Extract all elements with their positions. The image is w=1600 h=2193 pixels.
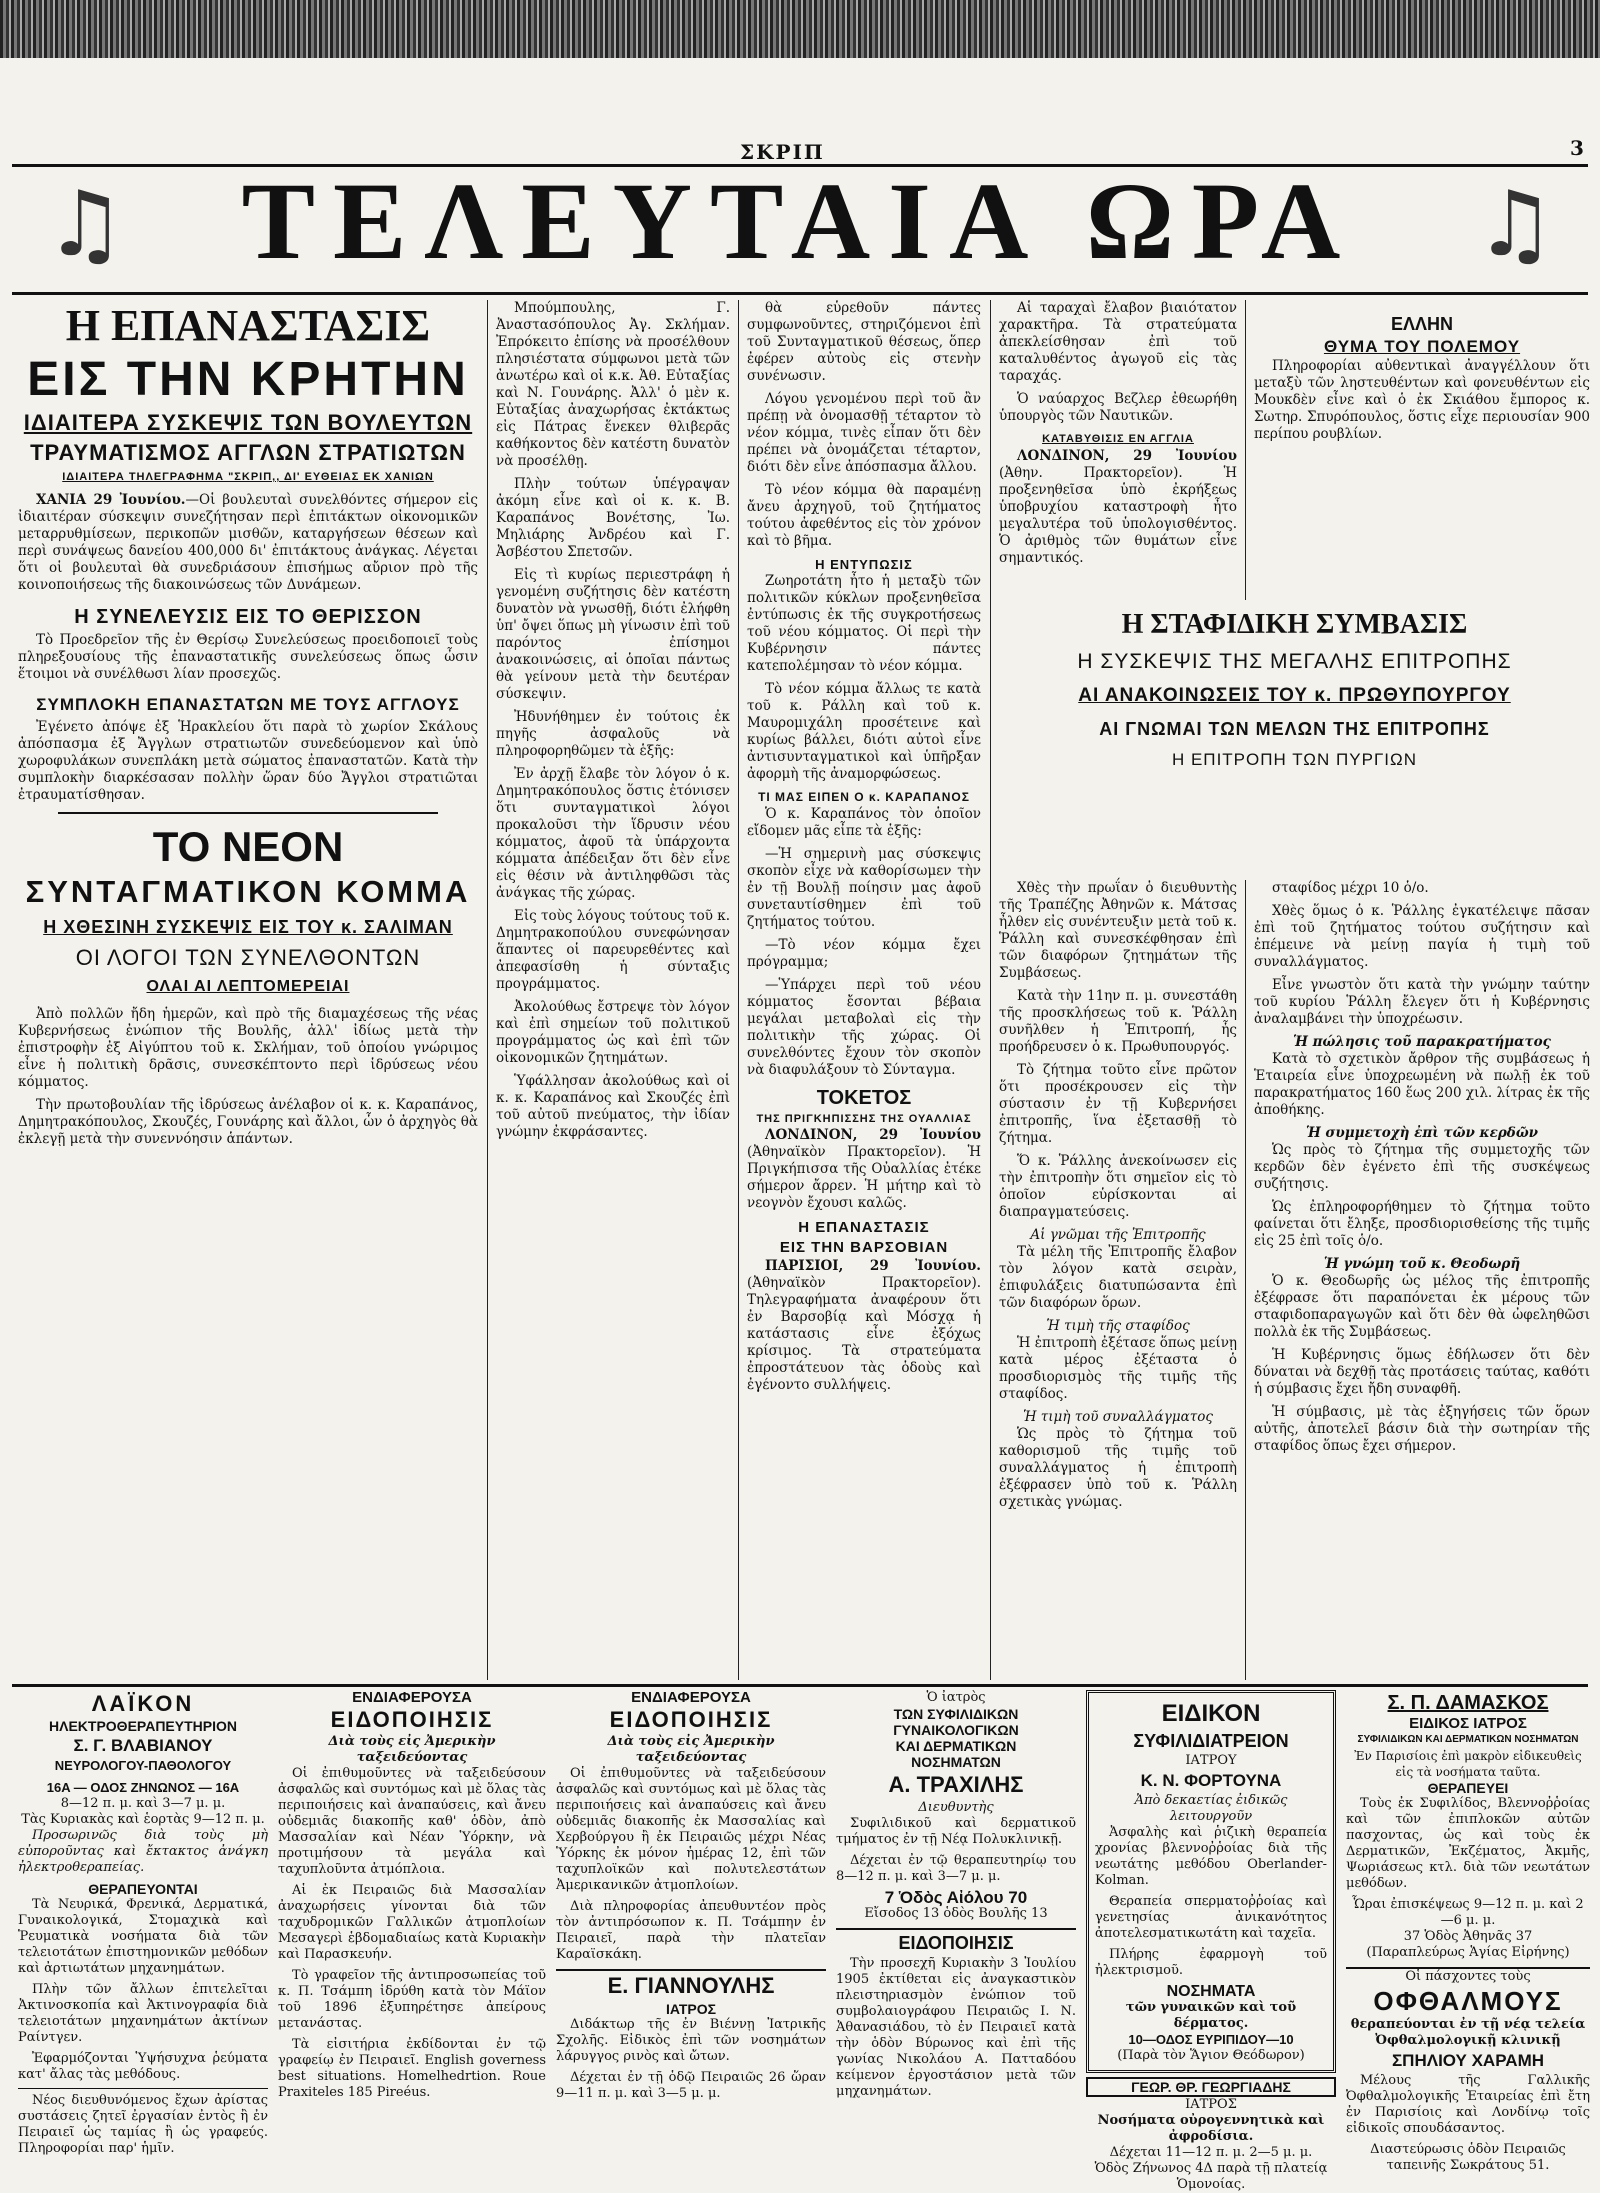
ad-title: ΕΝΔΙΑΦΕΡΟΥΣΑ bbox=[352, 1689, 472, 1706]
article-paragraph: Λόγου γενομένου περὶ τοῦ ἂν πρέπῃ νὰ ὀνομασθῇ τέταρτον τὸ νέον κόμμα, τινὲς εἶπαν ὅτι δὲν πρέπει νὰ ὀνομάζεται τέταρτον, διότι δὲν εἶνε ἀπόσπασμα ἄλλου. bbox=[747, 391, 981, 475]
article-paragraph: Αἱ ταραχαὶ ἔλαβον βιαιότατον χαρακτῆρα. Τὰ στρατεύματα ἀπεκλείσθησαν ἐπὶ τοῦ καταλυθέντος ἀγωγοῦ εἰς τὰς ταραχάς. bbox=[999, 300, 1237, 384]
ad-doctor-name: Σ. Π. ΔΑΜΑΣΚΟΣ bbox=[1387, 1692, 1549, 1714]
ad-hours: Δέχεται ἐν τῷ θεραπευτηρίῳ του 8—12 π. μ. καὶ 3—7 μ. μ. bbox=[836, 1853, 1076, 1884]
ad-doctor-name: Ε. ΓΙΑΝΝΟΥΛΗΣ bbox=[556, 1969, 826, 2001]
ad-title: ΤΩΝ ΣΥΦΙΛΙΔΙΚΩΝ bbox=[893, 1706, 1019, 1722]
column-divider bbox=[1245, 880, 1246, 1680]
subheadline: ΑΙ ΑΝΑΚΟΙΝΩΣΕΙΣ ΤΟΥ κ. ΠΡΩΘΥΠΟΥΡΓΟΥ bbox=[1078, 685, 1511, 706]
ad-paragraph: Τὰ εἰσιτήρια ἐκδίδονται ἐν τῷ γραφείῳ ἐν Πειραιεῖ. English governess best situations. Homelhedrtion. Roue Praxiteles 185 Pireéus. bbox=[278, 2037, 546, 2100]
article-paragraph: Ζωηροτάτη ἦτο ἡ μεταξὺ τῶν πολιτικῶν κύκλων προξενηθεῖσα ἐντύπωσις ἐκ τῆς συγκροτήσεως τοῦ νέου κόμματος. Οἱ περὶ τὴν Κυβέρνησιν πάντες κατεπολέμησαν τὸ νέον κόμμα. bbox=[747, 573, 981, 674]
ad-hours: Τὰς Κυριακὰς καὶ ἑορτὰς 9—12 π. μ. bbox=[21, 1812, 265, 1827]
article-paragraph: Ὡς πρὸς τὸ ζήτημα τῆς συμμετοχῆς τῶν κερδῶν δὲν ἐγένετο ἐπὶ τῆς συσκέψεως συζήτησις. bbox=[1254, 1142, 1590, 1192]
ad-subtitle: ΘΕΡΑΠΕΥΕΙ bbox=[1427, 1780, 1509, 1796]
ad-hours: Δέχεται ἐν τῇ ὁδῷ Πειραιῶς 26 ὥραν 9—11 π. μ. καὶ 3—5 μ. μ. bbox=[556, 2070, 826, 2101]
ad-title: ΛΑΪΚΟΝ bbox=[91, 1691, 195, 1716]
ad-specialty: ΕΙΔΙΚΟΣ ΙΑΤΡΟΣ bbox=[1409, 1715, 1527, 1732]
subheadline: ΑΙ ΓΝΩΜΑΙ ΤΩΝ ΜΕΛΩΝ ΤΗΣ ΕΠΙΤΡΟΠΗΣ bbox=[1099, 719, 1490, 739]
section-subheading: Ἡ τιμὴ τῆς σταφίδος bbox=[1046, 1318, 1190, 1334]
ad-paragraph: Τὴν προσεχῆ Κυριακὴν 3 Ἰουλίου 1905 ἐκτίθεται εἰς ἀναγκαστικὸν πλειστηριασμὸν ἐνώπιον τοῦ συμβολαιογράφου Πειραιῶς Ι. Ν. Ἀθανασιάδου, τὸ ἐν Πειραιεῖ κατὰ τὴν ὁδὸν Βύρωνος καὶ ἐπὶ τῆς γωνίας Νικολάου Α. Πατταδόου κείμενον ἐργοστάσιον μετὰ τῶν μηχανημάτων. bbox=[836, 1956, 1076, 2099]
ad-specialty: ΙΑΤΡΟΥ bbox=[1185, 1753, 1237, 1768]
ad-subtitle: Διὰ τοὺς εἰς Ἀμερικὴν ταξειδεύοντας bbox=[607, 1734, 775, 1765]
ad-hours: Δέχεται 11—12 π. μ. 2—5 μ. μ. bbox=[1109, 2145, 1313, 2160]
ad-paragraph: Οἱ ἐπιθυμοῦντες νὰ ταξειδεύσουν ἀσφαλῶς καὶ συντόμως καὶ μὲ ὅλας τὰς περιποιήσεις καὶ ἀναπαύσεις καὶ ἄνευ οὐδεμιᾶς διακοπῆς ἐκ Μασσαλίας καὶ Χερβούργου ἢ ἐκ Πειραιῶς μέχρι Νέας Ὑόρκης ἐκ μόνον ἡμέρας 12, ἐπὶ τῶν ταχυπλοϊκῶν καὶ πολυτελεστάτων Ἀμερικανικῶν ἀτμοπλοίων. bbox=[556, 1766, 826, 1893]
subheadline: Η ΣΥΣΚΕΨΙΣ ΤΗΣ ΜΕΓΑΛΗΣ ΕΠΙΤΡΟΠΗΣ bbox=[1077, 650, 1512, 673]
article-paragraph: Τὸ Προεδρεῖον τῆς ἐν Θερίσῳ Συνελεύσεως προειδοποιεῖ τοὺς πληρεξουσίους τῆς ἐπαναστατικῆς συνελεύσεως ὅπως ὦσιν ἕτοιμοι νὰ συνέλθωσι λίαν προσεχῶς. bbox=[18, 632, 478, 682]
article-paragraph: Εἰς τὶ κυρίως περιεστράφη ἡ γενομένη συζήτησις δὲν κατέστη δυνατὸν νὰ γνωσθῇ, διότι ἐλήφθη ὑπ' ὄψει ὅπως μὴ γίνωσιν ἐπὶ τοῦ παρόντος ἐπίσημοι ἀνακοινώσεις, αἱ ὁποῖαι πάντως θὰ γείνουν μετὰ τὴν δευτέραν σύσκεψιν. bbox=[496, 567, 730, 702]
article-party-reactions bbox=[747, 300, 981, 1680]
ad-paragraph: θεραπεύονται ἐν τῇ νέᾳ τελεία Ὀφθαλμολογικῇ κλινικῇ bbox=[1350, 2017, 1586, 2048]
article-raisin-right bbox=[1254, 880, 1590, 1680]
article-paragraph: Τὰ μέλη τῆς Ἐπιτροπῆς ἔλαβον τὸν λόγον κατὰ σειρὰν, ἐπιφυλάξεις διατυπώσαντα ἐπὶ τῶν διαφόρων ὅρων. bbox=[999, 1244, 1237, 1311]
ad-paragraph: Θεραπεία σπερματοῤῥοίας καὶ γενετησίας ἀνικανότητος ἀποτελεσματικωτάτη καὶ ταχεῖα. bbox=[1095, 1894, 1327, 1941]
article-paragraph: Τὸ ζήτημα τοῦτο εἶνε πρῶτον ὅτι προσέκρουσεν εἰς τὴν σύστασιν ἐν τῇ Κυβερνήσει ἐπιτροπῆς, ἵνα ἐξετασθῇ τὸ ζήτημα. bbox=[999, 1062, 1237, 1146]
paper-name: ΣΚΡΙΠ bbox=[740, 140, 825, 164]
ad-title: ΓΥΝΑΙΚΟΛΟΓΙΚΩΝ bbox=[893, 1722, 1019, 1738]
ad-subtitle: ΘΕΡΑΠΕΥΟΝΤΑΙ bbox=[88, 1881, 198, 1897]
article-paragraph: Τὴν πρωτοβουλίαν τῆς ἰδρύσεως ἀνέλαβον οἱ κ. κ. Καραπάνος, Δημητρακόπουλος, Σκουζές, Γουνάρης καὶ ἄλλοι, ὧν ὁ ἀρχηγὸς θὰ ἐκλεγῇ μετὰ τὴν συνεννόησιν ἁπάντων. bbox=[18, 1097, 478, 1147]
ad-hours: 8—12 π. μ. καὶ 3—7 μ. μ. bbox=[60, 1796, 226, 1811]
subheadline: ΟΛΑΙ ΑΙ ΛΕΠΤΟΜΕΡΕΙΑΙ bbox=[146, 978, 350, 995]
section-subheading: Ἡ τιμὴ τοῦ συναλλάγματος bbox=[1023, 1409, 1213, 1425]
ad-paragraph: Πλὴν τῶν ἄλλων ἐπιτελεῖται Ἀκτινοσκοπία καὶ Ἀκτινογραφία διὰ τελειοτάτων μηχανημάτων ἀκτίνων Ραίντγεν. bbox=[18, 1982, 268, 2045]
ad-hours: Ὧραι ἐπισκέψεως 9—12 π. μ. καὶ 2—6 μ. μ. bbox=[1352, 1897, 1584, 1928]
headline: Η ΣΤΑΦΙΔΙΚΗ ΣΥΜΒΑΣΙΣ bbox=[1121, 609, 1468, 640]
column-divider bbox=[487, 300, 488, 1680]
article-paragraph: Εἶνε γνωστὸν ὅτι κατὰ τὴν γνώμην ταύτην τοῦ κυρίου Ῥάλλη ἔλεγεν ὅτι ἡ Κυβέρνησις ἀναλαμβάνει τὴν ὑποχρέωσιν. bbox=[1254, 977, 1590, 1027]
masthead-title: ΤΕΛΕΥΤΑΙΑ ΩΡΑ bbox=[241, 160, 1359, 282]
article-war-victim bbox=[1254, 300, 1590, 600]
ad-paragraph: Ἀσφαλὴς καὶ ῥιζικὴ θεραπεία χρονίας βλεννοῤῥοίας διὰ τῆς νεωτάτης μεθόδου Oberlander-Kolman. bbox=[1095, 1825, 1327, 1888]
subheadline: Η ΧΘΕΣΙΝΗ ΣΥΣΚΕΨΙΣ ΕΙΣ ΤΟΥ κ. ΣΑΛΙΜΑΝ bbox=[43, 917, 453, 937]
article-paragraph: Ἀκολούθως ἔστρεψε τὸν λόγον καὶ ἐπὶ σημείων τοῦ πολιτικοῦ προγράμματος ὡς καὶ ἐπὶ τῶν οἰκονομικῶν ζητημάτων. bbox=[496, 999, 730, 1066]
ad-electrotherapy bbox=[18, 1690, 268, 2156]
ad-america-travel-1 bbox=[278, 1690, 546, 2145]
article-paragraph: Τὸ νέον κόμμα ἄλλως τε κατὰ τοῦ κ. Ράλλη καὶ τοῦ κ. Μαυρομιχάλη προσέτεινε καὶ κυρίως βάλλει, διότι αὐτοὶ εἶνε ἀντισυνταγματικοὶ καὶ ὑπῆρξαν ἀφορμὴ τῆς ἀναμορφώσεως. bbox=[747, 681, 981, 782]
ad-subtitle: τῶν γυναικῶν καὶ τοῦ δέρματος. bbox=[1125, 2000, 1297, 2031]
section-heading: Η ΣΥΝΕΛΕΥΣΙΣ ΕΙΣ ΤΟ ΘΕΡΙΣΣΟΝ bbox=[74, 606, 422, 628]
ad-subtitle: Διὰ τοὺς εἰς Ἀμερικὴν ταξειδεύοντας bbox=[328, 1734, 496, 1765]
subheadline: Η ΕΠΙΤΡΟΠΗ ΤΩΝ ΠΥΡΓΙΩΝ bbox=[1171, 750, 1418, 769]
scan-edge-noise bbox=[0, 0, 1600, 58]
article-paragraph: Ἡ Κυβέρνησις ὅμως ἐδήλωσεν ὅτι δὲν δύναται νὰ δεχθῇ τὰς προτάσεις ταύτας, καθότι ἡ σύμβασις ἔχει ἤδη συναφθῆ. bbox=[1254, 1347, 1590, 1397]
headline: ΕΙΣ ΤΗΝ ΚΡΗΤΗΝ bbox=[27, 353, 469, 406]
ad-title: ΣΥΦΙΛΙΔΙΑΤΡΕΙΟΝ bbox=[1133, 1731, 1289, 1751]
section-heading: Η ΕΠΑΝΑΣΤΑΣΙΣ bbox=[798, 1219, 930, 1236]
article-paragraph: Ἐν ἀρχῇ ἔλαβε τὸν λόγον ὁ κ. Δημητρακόπουλος ὅστις ἐτόνισεν ὅτι συνταγματικοὶ λόγοι προκαλοῦσι τὴν ἵδρυσιν νέου κόμματος, ἀφοῦ τὰ ὑπάρχοντα κόμματα ἀπέδειξαν ὅτι δὲν εἶνε εἰς θέσιν νὰ ἀντιληφθῶσι τὰς ἀνάγκας τῆς χώρας. bbox=[496, 766, 730, 901]
ad-address: Ὁδὸς Ζήνωνος 4Δ παρὰ τῇ πλατείᾳ Ὁμονοίας. bbox=[1094, 2161, 1328, 2192]
ad-address: 37 Ὁδὸς Ἀθηνᾶς 37 bbox=[1403, 1929, 1533, 1944]
article-paragraph: (Ἀθην. Πρακτορεῖον). Ἡ προξενηθεῖσα ὑπὸ ἐκρήξεως ὑποβρυχίου καταστροφὴ ἦτο μεγαλυτέρα τοῦ ὑπολογισθέντος. Ὁ ἀριθμὸς τῶν θυμάτων εἶνε σημαντικός. bbox=[999, 465, 1237, 566]
masthead-bottom-rule bbox=[12, 292, 1588, 295]
headline: Η ΕΠΑΝΑΣΤΑΣΙΣ bbox=[65, 301, 431, 350]
article-raisin-left bbox=[999, 880, 1237, 1680]
article-paragraph: —Οἱ βουλευταὶ συνελθόντες σήμερον εἰς ἰδιαιτέραν σύσκεψιν συνεζήτησαν περὶ ἐπιτάκτων οἰκονομικῶν μεταρρυθμίσεων, περικοπῶν μισθῶν, καταργήσεων θέσεων καὶ περὶ συνάψεως δανείου 400,000 δι' ἐπιτάκτους ἀνάγκας. Λέγεται ὅτι οἱ βουλευταὶ θὰ συνεδριάσουν ἐπισήμως αὔριον πρὸ τῆς κοινοποιήσεως τῆς διακοινώσεως τῶν Δυνάμεων. bbox=[18, 492, 478, 593]
ad-specialty: ΙΑΤΡΟΣ bbox=[1185, 2097, 1237, 2112]
ad-specialty: ΣΥΦΙΛΙΔΙΚΩΝ ΚΑΙ ΔΕΡΜΑΤΙΚΩΝ ΝΟΣΗΜΑΤΩΝ bbox=[1357, 1734, 1579, 1745]
article-paragraph: Πλὴν τούτων ὑπέγραψαν ἀκόμη εἶνε καὶ οἱ κ. κ. Β. Καραπάνος Βονέτσης, Ἰω. Μηλιάρης Ἀνδρέου καὶ Γ. Ἀσβέστου Σπετσῶν. bbox=[496, 476, 730, 560]
article-paragraph: Ἡ σύμβασις, μὲ τὰς ἐξηγήσεις τῶν ὅρων αὐτῆς, ἀποτελεῖ βάσιν διὰ τὴν σωτηρίαν τῆς σταφίδος ὅπως ἔχει σήμερον. bbox=[1254, 1404, 1590, 1454]
ad-doctor-name: Κ. Ν. ΦΟΡΤΟΥΝΑ bbox=[1140, 1771, 1282, 1790]
telegram-label: ΙΔΙΑΙΤΕΡΑ ΤΗΛΕΓΡΑΦΗΜΑ "ΣΚΡΙΠ,, ΔΙ' ΕΥΘΕΙΑΣ ΕΚ ΧΑΝΙΩΝ bbox=[62, 471, 434, 483]
section-heading: ΚΑΤΑΒΥΘΙΣΙΣ ΕΝ ΑΓΓΛΙΑ bbox=[1042, 433, 1194, 445]
ad-title: ΚΑΙ ΔΕΡΜΑΤΙΚΩΝ bbox=[895, 1738, 1017, 1754]
article-paragraph: Μπούμπουλης, Γ. Ἀναστασόπουλος Ἀγ. Σκλήμαν. Ἐπρόκειτο ἐπίσης νὰ προσέλθουν πλησιέστατα σύμφωνοι μετὰ τῶν ἀνωτέρω καὶ οἱ κ.κ. Ἀθ. Εὐταξίας καὶ Ν. Γουνάρης. Ἀλλ' ὁ μὲν κ. Εὐταξίας ἀναχωρήσας ἐκτάκτως εἰς Πάτρας ἕνεκεν θλιβερᾶς καθήκοντος δὲν κατέστη δυνατὸν νὰ προσέλθῃ. bbox=[496, 300, 730, 469]
article-paragraph: Ὡς ἐπληροφορήθημεν τὸ ζήτημα τοῦτο φαίνεται ὅτι ἔληξε, προσδιορισθείσης τῆς τιμῆς εἰς 25 ἐπὶ τοῖς ὁ/ο. bbox=[1254, 1199, 1590, 1249]
ad-paragraph: Ἐν Παρισίοις ἐπὶ μακρὸν εἰδικευθεὶς εἰς τὰ νοσήματα ταῦτα. bbox=[1354, 1749, 1582, 1779]
ad-address: 7 Ὁδὸς Αἰόλου 70 bbox=[884, 1888, 1028, 1907]
ad-title: ΗΛΕΚΤΡΟΘΕΡΑΠΕΥΤΗΡΙΟΝ bbox=[49, 1718, 237, 1734]
ad-damaskos bbox=[1346, 1690, 1590, 2173]
article-paragraph: Ὁ ναύαρχος Βεζλερ ἐθεωρήθη ὑπουργὸς τῶν Ναυτικῶν. bbox=[999, 391, 1237, 424]
ad-title: ΝΟΣΗΜΑΤΩΝ bbox=[911, 1754, 1001, 1770]
section-subheading: Ἡ πώλησις τοῦ παρακρατήματος bbox=[1293, 1034, 1551, 1050]
ad-doctor-name: Σ. Γ. ΒΛΑΒΙΑΝΟΥ bbox=[73, 1736, 213, 1755]
dateline: ΠΑΡΙΣΙΟΙ, 29 Ἰουνίου. bbox=[765, 1258, 981, 1274]
article-paragraph: (Ἀθηναϊκὸν Πρακτορεῖον). Τηλεγραφήματα ἀναφέρουν ὅτι ἐν Βαρσοβίᾳ καὶ Μόσχᾳ ἡ κατάστασις εἶνε ἐξόχως κρίσιμος. Τὰ στρατεύματα ἐπροστάτευον τὰς ὁδοὺς καὶ ἐγένοντο συλλήψεις. bbox=[747, 1275, 981, 1393]
article-paragraph: θὰ εὑρεθοῦν πάντες συμφωνοῦντες, στηριζόμενοι ἐπὶ τοῦ Συνταγματικοῦ θέσεως, ὅπερ ἐφέρεν αὐτοὺς εἰς στενὴν συνένωσιν. bbox=[747, 300, 981, 384]
ad-paragraph: Διδάκτωρ τῆς ἐν Βιέννῃ Ἰατρικῆς Σχολῆς. Εἰδικὸς ἐπὶ τῶν νοσημάτων λάρυγγος ρινὸς καὶ ὤτων. bbox=[556, 2017, 826, 2064]
section-subheading: ΕΙΣ ΤΗΝ ΒΑΡΣΟΒΙΑΝ bbox=[779, 1239, 949, 1256]
column-divider bbox=[738, 300, 739, 1680]
ad-title: ΟΦΘΑΛΜΟΥΣ bbox=[1373, 1986, 1563, 2016]
section-heading: ΤΙ ΜΑΣ ΕΙΠΕΝ Ο κ. ΚΑΡΑΠΑΝΟΣ bbox=[758, 790, 970, 804]
ad-address: Διαστεύρωσις ὁδὸν Πειραιῶς ταπεινῆς Σωκράτους 51. bbox=[1370, 2142, 1566, 2173]
article-paragraph: Ὁ κ. Θεοδωρῆς ὡς μέλος τῆς ἐπιτροπῆς ἐξέφρασε ὅτι παραπόνεται ἐκ μέρους τῶν σταφιδοπαραγωγῶν καὶ ὅτι δὲν θὰ ὠφεληθῶσι πολλὰ ἐκ τῆς Συμβάσεως. bbox=[1254, 1273, 1590, 1340]
ad-title: ΕΙΔΟΠΟΙΗΣΙΣ bbox=[609, 1707, 773, 1732]
ad-title: ΕΝΔΙΑΦΕΡΟΥΣΑ bbox=[631, 1689, 751, 1706]
article-paragraph: Πληροφορίαι αὐθεντικαὶ ἀναγγέλλουν ὅτι μεταξὺ τῶν ληστευθέντων καὶ φονευθέντων εἰς Μουκδὲν εἶνε καὶ ὁ ἐκ Σκιάθου ἔμπορος κ. Σωτηρ. Σπυρόπουλος, ὅστις εἶχε περιουσίαν 900 περίπου ρουβλίων. bbox=[1254, 358, 1590, 442]
dateline: ΧΑΝΙΑ 29 Ἰουνίου. bbox=[36, 492, 186, 508]
ad-paragraph: Μέλους τῆς Γαλλικῆς Ὀφθαλμολογικῆς Ἑταιρείας ἐπὶ ἔτη ἐν Παρισίοις καὶ Λονδίνῳ τοῖς εἰδικοῖς σπουδάσαντος. bbox=[1346, 2073, 1590, 2136]
section-heading: ΣΥΜΠΛΟΚΗ ΕΠΑΝΑΣΤΑΤΩΝ ΜΕ ΤΟΥΣ ΑΓΓΛΟΥΣ bbox=[36, 695, 460, 714]
music-ornament-icon: ♫ bbox=[1474, 172, 1556, 277]
section-heading: ΘΥΜΑ ΤΟΥ ΠΟΛΕΜΟΥ bbox=[1323, 337, 1521, 356]
article-paragraph: Ὁ κ. Καραπάνος τὸν ὁποῖον εἴδομεν μᾶς εἶπε τὰ ἑξῆς: bbox=[747, 806, 981, 839]
ad-paragraph: Νοσήματα οὐρογεννητικὰ καὶ ἀφροδίσια. bbox=[1097, 2113, 1325, 2144]
ad-address: (Παραπλεύρως Ἁγίας Εἰρήνης) bbox=[1366, 1945, 1570, 1960]
ad-paragraph: Διὰ πληροφορίας ἀπευθυντέον πρὸς τὸν ἀντιπρόσωπον κ. Π. Τσάμπην ἐν Πειραιεῖ, παρὰ τὴν πλατεῖαν Καραϊσκάκη. bbox=[556, 1899, 826, 1962]
column-divider bbox=[1245, 300, 1246, 600]
ad-title: ΕΙΔΟΠΟΙΗΣΙΣ bbox=[836, 1928, 1076, 1956]
subheadline: ΙΔΙΑΙΤΕΡΑ ΣΥΣΚΕΨΙΣ ΤΩΝ ΒΟΥΛΕΥΤΩΝ bbox=[23, 410, 473, 435]
article-paragraph: —Ἡ σημερινὴ μας σύσκεψις σκοπὸν εἶχε νὰ καθορίσωμεν τὴν ἐν τῇ Βουλῇ ποίησιν μας ἀφοῦ συνεταυτίσθημεν ἐπὶ τοῦ ζητήματος τούτου. bbox=[747, 846, 981, 930]
ad-paragraph: Οἱ ἐπιθυμοῦντες νὰ ταξειδεύσουν ἀσφαλῶς καὶ συντόμως καὶ μὲ ὅλας τὰς περιποιήσεις καὶ ἀναπαύσεις, καὶ ἄνευ οὐδεμιᾶς διακοπῆς καθ' ὁδὸν, ἀπὸ Μασσαλίαν καὶ Νέαν Ὑόρκην, νὰ προτιμήσουν τὰ μεγάλα καὶ ταχυπλοῦντα ἀτμόπλοια. bbox=[278, 1766, 546, 1877]
ad-title: ΕΙΔΟΠΟΙΗΣΙΣ bbox=[330, 1707, 494, 1732]
ad-specialty: ΝΕΥΡΟΛΟΓΟΥ-ΠΑΘΟΛΟΓΟΥ bbox=[54, 1758, 232, 1773]
article-paragraph: Ἐγένετο ἀπόψε ἐξ Ἡρακλείου ὅτι παρὰ τὸ χωρίον Σκάλους ἀπόσπασμα ἐξ Ἄγγλων στρατιωτῶν συνεδεύομενον καὶ ὑπὸ χωροφυλάκων συνεπλάκη μετὰ σώματος ἐπαναστατῶν. Κατὰ τὴν συμπλοκὴν διαρκέσασαν πολλὴν ὥραν δύο Ἄγγλοι στρατιῶται ἐτραυματίσθησαν. bbox=[18, 719, 478, 803]
ad-paragraph: Προσωρινῶς διὰ τοὺς μὴ εὐπορoῦντας καὶ ἔκτακτος ἀνάγκη ἠλεκτροθεραπείας. bbox=[18, 1828, 268, 1875]
article-paragraph: Ὑφάλλησαν ἀκολούθως καὶ οἱ κ. κ. Καραπάνος καὶ Σκουζές ἐπὶ τοῦ αὐτοῦ πνεύματος, τὴν ἰδίαν γνώμην ἐκφράσαντες. bbox=[496, 1073, 730, 1140]
section-subheading: ΤΗΣ ΠΡΙΓΚΗΠΙΣΣΗΣ ΤΗΣ ΟΥΑΛΛΙΑΣ bbox=[756, 1113, 972, 1125]
subheadline: ΟΙ ΛΟΓΟΙ ΤΩΝ ΣΥΝΕΛΘΟΝΤΩΝ bbox=[75, 945, 421, 970]
section-heading: ΤΟΚΕΤΟΣ bbox=[816, 1087, 912, 1109]
ad-paragraph: Αἱ ἐκ Πειραιῶς διὰ Μασσαλίαν ἀναχωρήσεις γίνονται διὰ τῶν ταχυδρομικῶν Γαλλικῶν ἀτμοπλοίων Μεσαγερὶ ἑβδομαδιαίως κατὰ Κυριακὴν καὶ Παρασκευήν. bbox=[278, 1883, 546, 1962]
article-paragraph: Ὡς πρὸς τὸ ζήτημα τοῦ καθορισμοῦ τῆς τιμῆς τοῦ συναλλάγματος ἡ ἐπιτροπὴ ἐξέφρασεν ὑπὸ τοῦ κ. Ῥάλλη σχετικὰς γνώμας. bbox=[999, 1426, 1237, 1510]
ad-title: ΕΙΔΙΚΟΝ bbox=[1161, 1700, 1261, 1727]
ad-trachilis bbox=[836, 1690, 1076, 2145]
headline: ΣΥΝΤΑΓΜΑΤΙΚΟΝ ΚΟΜΜΑ bbox=[25, 874, 471, 909]
ad-doctor-name: ΣΠΗΛΙΟΥ ΧΑΡΑΜΗ bbox=[1391, 2051, 1545, 2070]
dateline: ΛΟΝΔΙΝΟΝ, 29 Ἰουνίου bbox=[1017, 448, 1237, 464]
ad-specialty: Διευθυντὴς bbox=[918, 1800, 994, 1815]
ad-address: 10—ΟΔΟΣ ΕΥΡΙΠΙΔΟΥ—10 bbox=[1128, 2032, 1294, 2047]
article-paragraph: Χθὲς ὅμως ὁ κ. Ῥάλλης ἐγκατέλειψε πᾶσαν ἐπὶ τοῦ ζητήματος τούτου συζήτησιν καὶ ἐπέμεινε νὰ μείνῃ παγία ἡ τιμὴ τοῦ συναλλάγματος. bbox=[1254, 903, 1590, 970]
article-paragraph: Κατὰ τὴν 11ην π. μ. συνεστάθη τῆς προσκλήσεως τοῦ κ. Ῥάλλη συνῆλθεν ἡ Ἐπιτροπή, ἧς προήδρευσεν ὁ κ. Πρωθυπουργός. bbox=[999, 988, 1237, 1055]
ad-specialty: ΙΑΤΡΟΣ bbox=[665, 2001, 717, 2017]
column-divider bbox=[990, 300, 991, 1680]
section-subheading: Ἡ συμμετοχὴ ἐπὶ τῶν κερδῶν bbox=[1305, 1125, 1539, 1141]
ad-subtitle: Οἱ πάσχοντες τοὺς bbox=[1346, 1967, 1590, 1985]
article-paragraph: Ἀπὸ πολλῶν ἤδη ἡμερῶν, καὶ πρὸ τῆς διαμαχέσεως τῆς νέας Κυβερνήσεως ἐνώπιον τῆς Βουλῆς, ἀλλ' ἰδίως μετὰ τὴν ἐπιστροφὴν ἐξ Αἰγύπτου τοῦ κ. Σκλήμαν, τοῦ ὁποίου γνώριμος εἶνε ἡ πολιτικὴ δρᾶσις, συνεσκέπτοντο περὶ ἱδρύσεως νέου κόμματος. bbox=[18, 1006, 478, 1090]
ad-address: Εἴσοδος 13 ὁδὸς Βουλῆς 13 bbox=[864, 1906, 1048, 1921]
article-paragraph: σταφίδος μέχρι 10 ὁ/ο. bbox=[1272, 880, 1429, 896]
section-heading: Η ΕΝΤΥΠΩΣΙΣ bbox=[815, 557, 913, 572]
article-paragraph: Ἡ ἐπιτροπὴ ἐξέτασε ὅπως μείνῃ κατὰ μέρος ἐξέταστα ὁ προσδιορισμὸς τῆς τιμῆς τῆς σταφίδος. bbox=[999, 1335, 1237, 1402]
music-ornament-icon: ♫ bbox=[44, 172, 126, 277]
ad-title: Ὁ ἰατρὸς bbox=[926, 1690, 986, 1705]
ad-paragraph: Ἐφαρμόζονται Ὑψήσυχνα ῥεύματα κατ' ἄλας τὰς μεθόδους. bbox=[18, 2051, 268, 2082]
section-heading: ΕΛΛΗΝ bbox=[1390, 314, 1453, 334]
headline: ΤΟ ΝΕΟΝ bbox=[152, 823, 344, 870]
section-subheading: Ἡ γνώμη τοῦ κ. Θεοδωρῆ bbox=[1323, 1256, 1521, 1272]
ad-fortouna bbox=[1086, 1690, 1336, 2192]
ad-subtitle: ΝΟΣΗΜΑΤΑ bbox=[1166, 1983, 1256, 2000]
ad-address: 16A — ΟΔΟΣ ΖΗΝΩΝΟΣ — 16A bbox=[46, 1780, 240, 1795]
ad-paragraph: Πλήρης ἐφαρμογὴ τοῦ ἠλεκτρισμοῦ. bbox=[1095, 1947, 1327, 1978]
ad-classified: Νέος διευθυνόμενος ἔχων ἀρίστας συστάσεις ζητεῖ ἐργασίαν ἐντὸς ἢ ἐν Πειραιεῖ ὡς ταμίας ἢ ὡς γραφεύς. Πληροφορίαι παρ' ἡμῖν. bbox=[18, 2088, 268, 2157]
article-paragraph: Εἰς τοὺς λόγους τούτους τοῦ κ. Δημητρακοπούλου συνεφώνησαν ἅπαντες οἱ παρευρεθέντες καὶ ἀπεφασίσθη ἡ σύνταξις προγράμματος. bbox=[496, 908, 730, 992]
ad-paragraph: Συφιλιδικοῦ καὶ δερματικοῦ τμήματος ἐν τῇ Νέᾳ Πολυκλινικῇ. bbox=[836, 1816, 1076, 1847]
page-number: 3 bbox=[1570, 136, 1584, 160]
ad-doctor-name: ΓΕΩΡ. ΘΡ. ΓΕΩΡΓΙΑΔΗΣ bbox=[1086, 2077, 1336, 2097]
section-subheading: Αἱ γνῶμαι τῆς Ἐπιτροπῆς bbox=[1030, 1227, 1206, 1243]
ad-doctor-name: Α. ΤΡΑΧΙΛΗΣ bbox=[888, 1772, 1024, 1797]
article-crete-column bbox=[18, 300, 478, 1680]
ad-paragraph: Τὰ Νευρικά, Φρενικά, Δερματικά, Γυναικολογικά, Στομαχικὰ καὶ Ῥευματικὰ νοσήματα διὰ τῶν τελειοτάτων ἐπιστημονικῶν μεθόδων καὶ ἀρτιωτάτων μηχανημάτων. bbox=[18, 1897, 268, 1976]
article-paragraph: Χθὲς τὴν πρωΐαν ὁ διευθυντὴς τῆς Τραπέζης Ἀθηνῶν κ. Μάτσας ἦλθεν εἰς συνέντευξιν μετὰ τοῦ κ. Ῥάλλη καὶ συνεσκέφθησαν ἐπὶ τῶν διαφόρων ζητημάτων τῆς Συμβάσεως. bbox=[999, 880, 1237, 981]
article-paragraph: Κατὰ τὸ σχετικὸν ἄρθρον τῆς συμβάσεως ἡ Ἑταιρεία εἶνε ὑποχρεωμένη νὰ πωλῇ ἐκ τοῦ παρακρατήματος 160 ἕως 200 χιλ. λίτρας ἐκ τῆς ἀποθήκης. bbox=[1254, 1051, 1590, 1118]
ad-paragraph: Τοὺς ἐκ Συφιλίδος, Βλεννοῤῥοίας καὶ τῶν ἐπιπλοκῶν αὐτῶν πασχοντας, ὡς καὶ τοὺς ἐκ Δερματικῶν, Ἐκζέματος, Ἀκμῆς, Ψωριάσεως κτλ. διὰ τῶν νεωτάτων μεθόδων. bbox=[1346, 1796, 1590, 1891]
ad-address: (Παρὰ τὸν Ἅγιον Θεόδωρον) bbox=[1117, 2048, 1305, 2063]
article-paragraph: Τὸ νέον κόμμα θὰ παραμένῃ ἄνευ ἀρχηγοῦ, τοῦ ζητήματος τούτου ἀφεθέντος εἰς τὸν χρόνον καὶ τὸ βῆμα. bbox=[747, 482, 981, 549]
ads-separator-rule bbox=[12, 1684, 1588, 1687]
article-party-continued bbox=[496, 300, 730, 1680]
news-briefs bbox=[999, 300, 1237, 600]
article-raisin-heads bbox=[999, 605, 1590, 880]
ad-america-travel-2 bbox=[556, 1690, 826, 2145]
ad-subtitle: Ἀπὸ δεκαετίας ἐιδικῶς λειτουργοῦν bbox=[1134, 1793, 1288, 1824]
article-paragraph: (Ἀθηναϊκὸν Πρακτορεῖον). Ἡ Πριγκήπισσα τῆς Οὐαλλίας ἐτέκε σήμερον ἄρρεν. Ἡ μήτηρ καὶ τὸ νεογνὸν ἔχουσι καλῶς. bbox=[747, 1144, 981, 1211]
article-paragraph: Ὅ κ. Ῥάλλης ἀνεκοίνωσεν εἰς τὴν ἐπιτροπὴν ὅτι σημεῖον εἰς τὸ ὁποῖον εὑρίσκονται αἱ διαπραγματεύσεις. bbox=[999, 1153, 1237, 1220]
dateline: ΛΟΝΔΙΝΟΝ, 29 Ἰουνίου bbox=[765, 1127, 981, 1143]
article-paragraph: —Ὑπάρχει περὶ τοῦ νέου κόμματος ἔσονται βέβαια μεγάλαι μεταβολαὶ εἰς τὴν πολιτικὴν τῆς χώρας. Οἱ συνελθόντες ἔχουν τὸν σκοπὸν νὰ διαφυλάξουν τὸ Σύνταγμα. bbox=[747, 977, 981, 1078]
ad-paragraph: Τὸ γραφεῖον τῆς ἀντιπροσωπείας τοῦ κ. Π. Τσάμπη ἱδρύθη κατὰ τὸν Μάϊον τοῦ 1896 ἐξυπηρέτησε ἀπείρους μετανάστας. bbox=[278, 1968, 546, 2031]
article-paragraph: —Τὸ νέον κόμμα ἔχει πρόγραμμα; bbox=[747, 937, 981, 970]
article-paragraph: Ἠδυνήθημεν ἐν τούτοις ἐκ πηγῆς ἀσφαλοῦς νὰ πληροφορηθῶμεν τὰ ἑξῆς: bbox=[496, 709, 730, 759]
subheadline: ΤΡΑΥΜΑΤΙΣΜΟΣ ΑΓΓΛΩΝ ΣΤΡΑΤΙΩΤΩΝ bbox=[30, 440, 466, 465]
